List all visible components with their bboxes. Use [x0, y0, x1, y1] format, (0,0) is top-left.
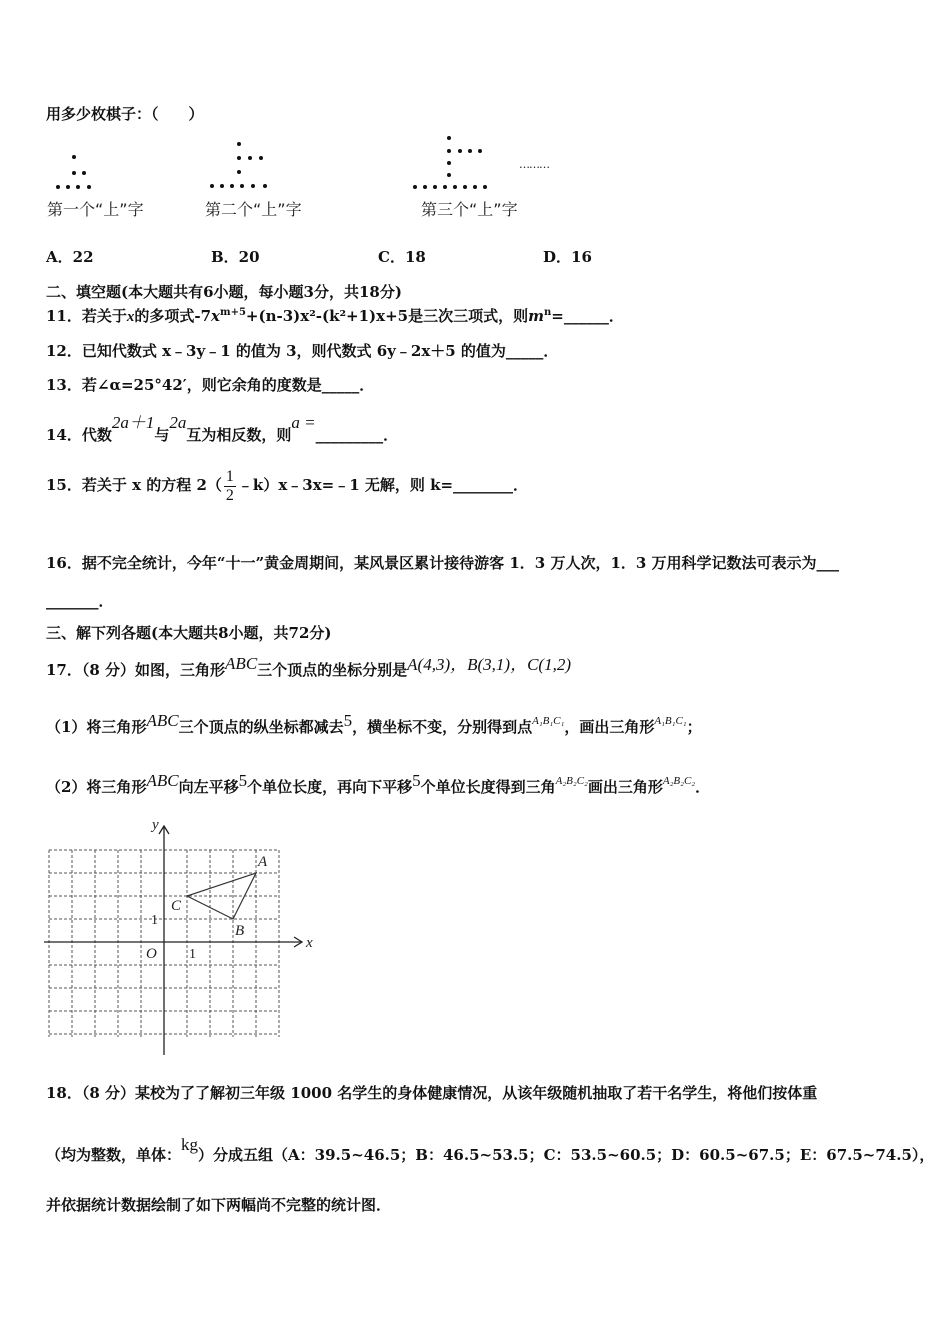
option-b: B．20	[211, 248, 260, 266]
q17-stem	[46, 655, 571, 680]
q15-p1: 15．若关于 x 的方程 2（	[46, 476, 222, 495]
option-d: D．16	[543, 248, 592, 266]
q17-s1-abc: ABC	[146, 711, 179, 730]
q18-line1: 18．（8 分）某校为了了解初三年级 1000 名学生的身体健康情况，从该年级随机抽取了若干名学生，将他们按体重	[46, 1084, 818, 1102]
q17-abc: ABC	[225, 654, 258, 673]
x-label: x	[306, 935, 313, 951]
q11-rest: +(n-3)x²-(k²+1)x+5是三次三项式，则	[245, 307, 529, 325]
q14-expr3: a =	[291, 413, 316, 432]
q11-mid: 的多项式-7	[134, 307, 212, 325]
q17-sub1	[46, 711, 702, 737]
ellipsis: ………	[519, 158, 549, 171]
caption-first: 第一个“上”字	[47, 200, 144, 219]
option-a: A．22	[46, 248, 94, 266]
q17-sub2	[46, 771, 711, 797]
q17-s1c: ，横坐标不变，分别得到点	[352, 718, 533, 736]
q18-unit: kg	[181, 1135, 199, 1154]
q14-expr2: 2a	[169, 413, 187, 432]
q11-m: m	[528, 307, 544, 325]
q17-s2f: ．	[695, 778, 711, 796]
q17-s1e: ；	[686, 718, 702, 736]
q17-p2: 三个顶点的坐标分别是	[257, 661, 408, 679]
q14-p2: 与	[154, 426, 170, 444]
q11	[46, 305, 624, 326]
q15-den: 2	[225, 486, 234, 504]
q14-expr1: 2a＋1	[111, 413, 155, 432]
q17-s2b: 向左平移	[178, 778, 239, 796]
q16-line2: _______．	[46, 592, 114, 610]
q15-p2: ﹣k）x﹣3x=﹣1 无解，则 k=________．	[237, 476, 529, 495]
q11-term: x	[211, 307, 220, 325]
q15	[46, 468, 528, 504]
q13: 13．若∠α=25°42′，则它余角的度数是_____．	[46, 376, 375, 394]
section2-title: 二、填空题(本大题共有6小题，每小题3分，共18分)	[46, 283, 402, 301]
q17-s2-abc: ABC	[146, 771, 179, 790]
q15-fraction	[224, 468, 236, 504]
q17-s2d: 个单位长度得到三角	[420, 778, 556, 796]
q17-a1b1c1: A₁B₁C₁	[532, 715, 565, 727]
q14-p3: 互为相反数，则	[186, 426, 292, 444]
tick-x-1: 1	[189, 947, 196, 962]
q14-p4: _________．	[315, 426, 399, 444]
q14	[46, 413, 399, 445]
q16-line1: 16．据不完全统计，今年“十一”黄金周期间，某风景区累计接待游客 1．3 万人次，1．3 万用科学记数法可表示为___	[46, 554, 840, 572]
q17-s2e: 画出三角形	[587, 778, 663, 796]
q11-x: x	[126, 309, 135, 325]
q15-num: 1	[225, 468, 234, 485]
q17-s2c: 个单位长度，再向下平移	[247, 778, 413, 796]
q11-n: n	[543, 307, 552, 318]
q17-s1b: 三个顶点的纵坐标都减去	[178, 718, 344, 736]
q11-tail: =______．	[551, 307, 624, 325]
caption-third: 第三个“上”字	[421, 200, 518, 219]
q17-a1b1c1-2: A₁B₁C₁	[654, 715, 687, 727]
q12: 12．已知代数式 x﹣3y﹣1 的值为 3，则代数式 6y﹣2x＋5 的值为_____．	[46, 342, 559, 360]
label-c: C	[171, 898, 182, 914]
q17-s2-five-a: 5	[238, 771, 248, 790]
q10-stem: 用多少枚棋子：（ ）	[46, 105, 204, 123]
q14-p1: 14．代数	[46, 426, 112, 444]
q11-prefix: 11．若关于	[46, 307, 127, 325]
label-b: B	[235, 923, 245, 939]
tick-y-1: 1	[151, 913, 158, 928]
q17-s1a: （1）将三角形	[46, 718, 147, 736]
q17-s1d: ，画出三角形	[564, 718, 655, 736]
q17-coords: A(4,3)，B(3,1)，C(1,2)	[407, 655, 571, 674]
q18-line2	[46, 1135, 935, 1165]
q18-line2b: ）分成五组（A：39.5~46.5；B：46.5~53.5；C：53.5~60.5；D：60.5~67.5；E：67.5~74.5），	[198, 1146, 935, 1164]
q17-p1: 17．（8 分）如图，三角形	[46, 661, 226, 679]
q18-line3: 并依据统计数据绘制了如下两幅尚不完整的统计图．	[46, 1196, 392, 1214]
option-c: C．18	[378, 248, 426, 266]
origin-label: O	[146, 946, 157, 962]
q18-line2a: （均为整数，单体：	[46, 1146, 182, 1164]
q17-a2b2c2-2: A₂B₂C₂	[662, 775, 696, 787]
q17-s1-five: 5	[343, 711, 353, 730]
y-label: y	[152, 817, 159, 833]
q11-exp: m+5	[220, 307, 246, 318]
coordinate-grid	[40, 812, 320, 1060]
section3-title: 三、解下列各题(本大题共8小题，共72分)	[46, 624, 332, 642]
q17-s2a: （2）将三角形	[46, 778, 147, 796]
label-a: A	[258, 854, 268, 870]
caption-second: 第二个“上”字	[205, 200, 302, 219]
q17-s2-five-b: 5	[412, 771, 421, 790]
q17-a2b2c2: A₂B₂C₂	[555, 775, 588, 787]
